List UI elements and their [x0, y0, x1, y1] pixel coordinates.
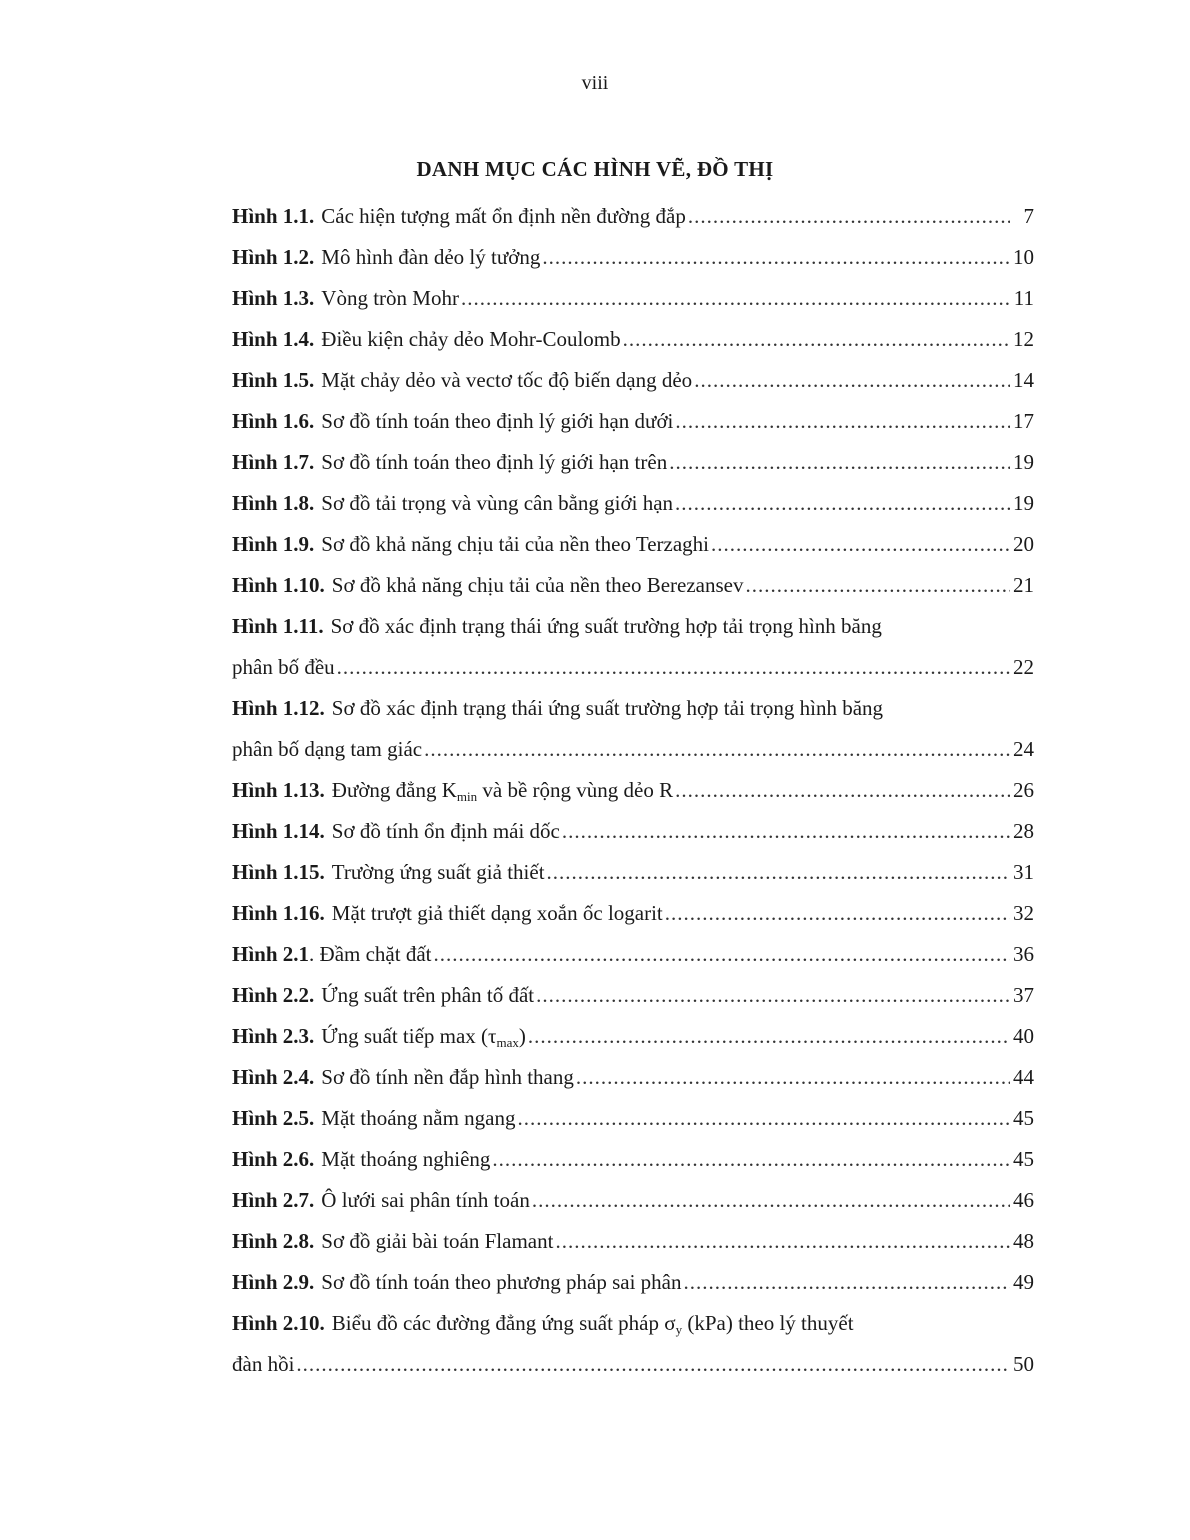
page-number: viii — [581, 72, 609, 94]
leader-dots — [669, 442, 1010, 483]
page-ref: 12 — [1013, 327, 1034, 351]
figure-label: Hình 2.4. — [232, 1065, 315, 1089]
figure-caption: Sơ đồ xác định trạng thái ứng suất trường hợp tải trọng hình băng — [330, 614, 882, 638]
figure-caption: Mặt thoáng nghiêng — [321, 1147, 491, 1171]
caption-part: (kPa) theo lý thuyết — [682, 1311, 854, 1335]
page-ref: 26 — [1013, 778, 1034, 802]
figure-caption: Sơ đồ khả năng chịu tải của nền theo Terzaghi — [321, 532, 709, 556]
list-item[interactable] — [232, 1139, 1034, 1180]
figure-label: Hình 1.16. — [232, 901, 325, 925]
figure-caption: Các hiện tượng mất ổn định nền đường đắp — [321, 204, 686, 228]
list-item[interactable] — [232, 319, 1034, 360]
leader-dots — [562, 811, 1010, 852]
leader-dots — [542, 237, 1010, 278]
figure-label: Hình 2.9. — [232, 1270, 315, 1294]
figure-caption: Sơ đồ giải bài toán Flamant — [321, 1229, 554, 1253]
figure-caption: Sơ đồ tải trọng và vùng cân bằng giới hạn — [321, 491, 674, 515]
list-item[interactable] — [232, 1303, 1034, 1344]
leader-dots — [518, 1098, 1011, 1139]
leader-dots — [746, 565, 1011, 606]
figure-caption: Mô hình đàn dẻo lý tưởng — [321, 245, 541, 269]
figure-label: Hình 2.10. — [232, 1311, 325, 1335]
list-item[interactable] — [232, 278, 1034, 319]
list-item[interactable] — [232, 893, 1034, 934]
page-ref: 32 — [1013, 901, 1034, 925]
leader-dots — [665, 893, 1010, 934]
leader-dots — [461, 278, 1010, 319]
figure-caption: Sơ đồ xác định trạng thái ứng suất trường hợp tải trọng hình băng — [331, 696, 884, 720]
leader-dots — [492, 1139, 1010, 1180]
figure-caption — [321, 1016, 526, 1057]
list-item[interactable] — [232, 1057, 1034, 1098]
subscript: min — [456, 789, 478, 804]
figure-label: Hình 1.9. — [232, 532, 315, 556]
figure-label: Hình 1.7. — [232, 450, 315, 474]
figure-caption: Vòng tròn Mohr — [321, 286, 459, 310]
page-ref: 40 — [1013, 1024, 1034, 1048]
page-ref: 50 — [1013, 1352, 1034, 1376]
figure-caption: Mặt trượt giả thiết dạng xoắn ốc logarit — [331, 901, 663, 925]
figure-label: Hình 2.3. — [232, 1024, 315, 1048]
figure-caption: Ứng suất trên phân tố đất — [321, 983, 535, 1007]
leader-dots — [675, 483, 1010, 524]
leader-dots — [688, 196, 1010, 237]
figure-caption — [332, 1303, 854, 1344]
leader-dots — [337, 647, 1010, 688]
page-ref: 37 — [1013, 983, 1034, 1007]
page-ref: 22 — [1013, 655, 1034, 679]
list-item[interactable] — [232, 401, 1034, 442]
subscript: y — [675, 1322, 683, 1337]
page-ref: 7 — [1023, 204, 1034, 228]
list-item[interactable] — [232, 1098, 1034, 1139]
leader-dots — [694, 360, 1010, 401]
subscript: max — [496, 1035, 519, 1050]
list-item[interactable] — [232, 196, 1034, 237]
page-ref: 10 — [1013, 245, 1034, 269]
figure-caption-continued: đàn hồi — [232, 1352, 295, 1376]
list-item[interactable] — [232, 237, 1034, 278]
page-ref: 14 — [1013, 368, 1034, 392]
leader-dots — [711, 524, 1010, 565]
page-ref: 36 — [1013, 942, 1034, 966]
list-item[interactable] — [232, 688, 1034, 729]
leader-dots — [532, 1180, 1010, 1221]
list-item[interactable] — [232, 1180, 1034, 1221]
figure-caption — [332, 770, 673, 811]
list-item-continuation[interactable] — [232, 647, 1034, 688]
figure-label: Hình 1.12. — [232, 696, 325, 720]
leader-dots — [576, 1057, 1010, 1098]
page-ref: 49 — [1013, 1270, 1034, 1294]
page-ref: 28 — [1013, 819, 1034, 843]
page-ref: 19 — [1013, 450, 1034, 474]
leader-dots — [675, 770, 1010, 811]
list-item[interactable] — [232, 934, 1034, 975]
figure-caption: Điều kiện chảy dẻo Mohr-Coulomb — [321, 327, 621, 351]
leader-dots — [296, 1344, 1010, 1385]
caption-part: Đường đẳng K — [331, 778, 457, 802]
figure-label: Hình 1.6. — [232, 409, 315, 433]
leader-dots — [536, 975, 1010, 1016]
figure-label: Hình 1.11. — [232, 614, 324, 638]
page-ref: 48 — [1013, 1229, 1034, 1253]
figure-label: Hình 1.14. — [232, 819, 325, 843]
page-ref: 17 — [1013, 409, 1034, 433]
leader-dots — [424, 729, 1010, 770]
leader-dots — [623, 319, 1010, 360]
list-item[interactable] — [232, 811, 1034, 852]
figure-caption: Sơ đồ tính toán theo định lý giới hạn dưới — [321, 409, 674, 433]
figure-caption: Sơ đồ tính nền đắp hình thang — [321, 1065, 574, 1089]
page-ref: 20 — [1013, 532, 1034, 556]
figure-label: Hình 1.13. — [232, 778, 325, 802]
figure-caption: Trường ứng suất giả thiết — [331, 860, 545, 884]
list-item[interactable] — [232, 442, 1034, 483]
figure-caption: . Đầm chặt đất — [309, 942, 432, 966]
leader-dots — [528, 1016, 1010, 1057]
list-item[interactable] — [232, 1262, 1034, 1303]
figure-label: Hình 1.1. — [232, 204, 315, 228]
figure-label: Hình 1.8. — [232, 491, 315, 515]
page-ref: 21 — [1013, 573, 1034, 597]
list-item[interactable] — [232, 606, 1034, 647]
figure-caption: Sơ đồ tính toán theo định lý giới hạn trên — [321, 450, 668, 474]
list-item[interactable] — [232, 770, 1034, 811]
caption-part: Ứng suất tiếp max (τ — [321, 1024, 497, 1048]
page-ref: 19 — [1013, 491, 1034, 515]
figure-label: Hình 2.1 — [232, 942, 310, 966]
leader-dots — [684, 1262, 1010, 1303]
figure-label: Hình 1.15. — [232, 860, 325, 884]
figure-label: Hình 2.2. — [232, 983, 315, 1007]
list-item-continuation[interactable] — [232, 1344, 1034, 1385]
leader-dots — [547, 852, 1010, 893]
leader-dots — [555, 1221, 1010, 1262]
list-item[interactable] — [232, 524, 1034, 565]
figure-label: Hình 2.5. — [232, 1106, 315, 1130]
list-item[interactable] — [232, 852, 1034, 893]
caption-part: và bề rộng vùng dẻo R — [477, 778, 674, 802]
figure-list — [232, 196, 1034, 1385]
figure-caption: Mặt thoáng nằm ngang — [321, 1106, 516, 1130]
page-ref: 46 — [1013, 1188, 1034, 1212]
figure-label: Hình 1.3. — [232, 286, 315, 310]
figure-caption: Sơ đồ tính ổn định mái dốc — [331, 819, 560, 843]
figure-caption-continued: phân bố đều — [232, 655, 335, 679]
figure-caption: Mặt chảy dẻo và vectơ tốc độ biến dạng dẻo — [321, 368, 693, 392]
list-item[interactable] — [232, 1221, 1034, 1262]
figure-label: Hình 1.5. — [232, 368, 315, 392]
list-item[interactable] — [232, 483, 1034, 524]
caption-part: Biểu đồ các đường đẳng ứng suất pháp σ — [331, 1311, 676, 1335]
page-ref: 11 — [1013, 286, 1034, 310]
list-item[interactable] — [232, 565, 1034, 606]
page-ref: 45 — [1013, 1106, 1034, 1130]
caption-part: ) — [518, 1024, 526, 1048]
figure-label: Hình 2.7. — [232, 1188, 315, 1212]
leader-dots — [675, 401, 1010, 442]
page-ref: 31 — [1013, 860, 1034, 884]
figure-caption-continued: phân bố dạng tam giác — [232, 737, 423, 761]
list-item[interactable] — [232, 1016, 1034, 1057]
figure-caption: Sơ đồ khả năng chịu tải của nền theo Berezansev — [331, 573, 744, 597]
figure-caption: Sơ đồ tính toán theo phương pháp sai phân — [321, 1270, 682, 1294]
figure-label: Hình 1.10. — [232, 573, 325, 597]
list-item[interactable] — [232, 975, 1034, 1016]
figure-caption: Ô lưới sai phân tính toán — [321, 1188, 530, 1212]
list-item[interactable] — [232, 360, 1034, 401]
leader-dots — [433, 934, 1010, 975]
page-ref: 24 — [1013, 737, 1034, 761]
page-title: DANH MỤC CÁC HÌNH VẼ, ĐỒ THỊ — [416, 157, 774, 181]
figure-label: Hình 1.2. — [232, 245, 315, 269]
list-item-continuation[interactable] — [232, 729, 1034, 770]
page-ref: 44 — [1013, 1065, 1034, 1089]
figure-label: Hình 2.6. — [232, 1147, 315, 1171]
figure-label: Hình 2.8. — [232, 1229, 315, 1253]
page-ref: 45 — [1013, 1147, 1034, 1171]
figure-label: Hình 1.4. — [232, 327, 315, 351]
